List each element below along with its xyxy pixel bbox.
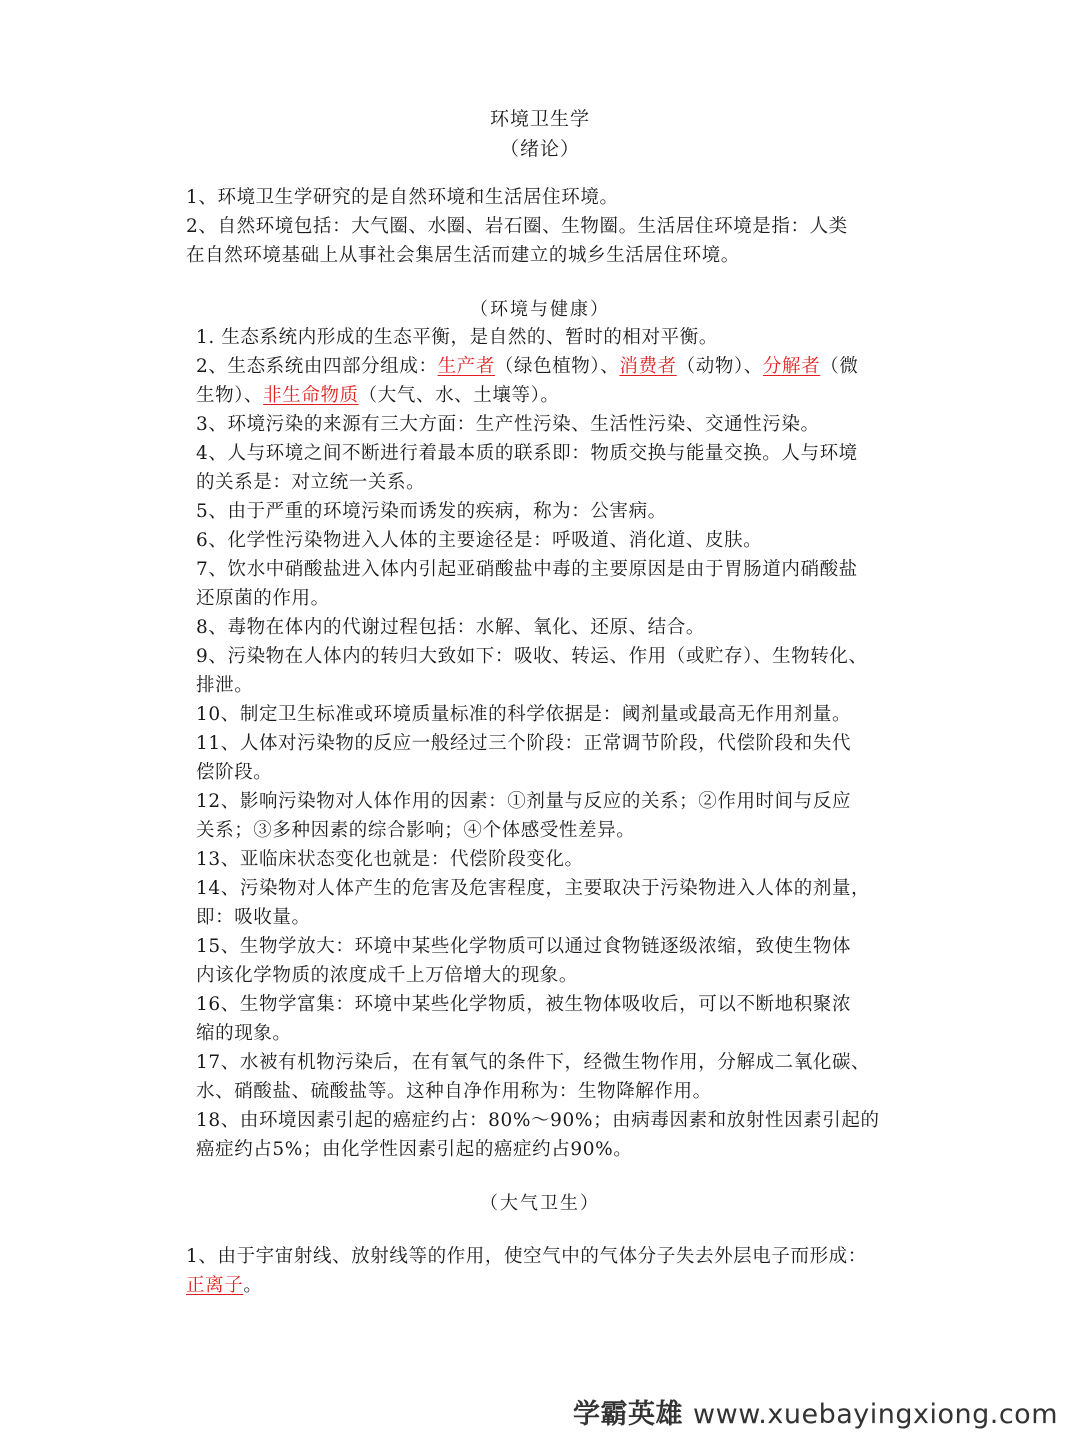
document-subtitle: （绪论） [499, 138, 580, 160]
consumer-note: （动物）、 [676, 356, 763, 377]
abiotic-term: 非生命物质 [263, 385, 359, 406]
health-line: 6、化学性污染物进入人体的主要途径是：呼吸道、消化道、皮肤。 [196, 530, 763, 551]
health-line: 5、由于严重的环境污染而诱发的疾病，称为：公害病。 [196, 501, 667, 522]
producer-note: （绿色植物）、 [494, 356, 620, 377]
health-line: 3、环境污染的来源有三大方面：生产性污染、生活性污染、交通性污染。 [196, 414, 820, 435]
health-line: 内该化学物质的浓度成千上万倍增大的现象。 [196, 965, 579, 986]
health-item-2 [196, 352, 858, 381]
intro-item-1: 1、环境卫生学研究的是自然环境和生活居住环境。 [186, 187, 619, 208]
watermark [573, 1392, 1058, 1431]
health-item-2-cont [196, 381, 560, 410]
health-line: 8、毒物在体内的代谢过程包括：水解、氧化、还原、结合。 [196, 617, 705, 638]
watermark-name: 学霸英雄 [573, 1399, 684, 1430]
health-line: 排泄。 [196, 675, 254, 696]
decomposer-note: （微 [820, 356, 859, 377]
health-line: 水、硝酸盐、硫酸盐等。这种自净作用称为：生物降解作用。 [196, 1081, 712, 1102]
health-line: 即：吸收量。 [196, 907, 311, 928]
air-item-1: 1、由于宇宙射线、放射线等的作用，使空气中的气体分子失去外层电子而形成： [186, 1246, 867, 1267]
health-line: 关系；③多种因素的综合影响；④个体感受性差异。 [196, 820, 636, 841]
health-line: 16、生物学富集：环境中某些化学物质，被生物体吸收后，可以不断地积聚浓 [196, 994, 852, 1015]
air-item-1-cont [186, 1271, 262, 1300]
health-line: 4、人与环境之间不断进行着最本质的联系即：物质交换与能量交换。人与环境 [196, 443, 858, 464]
air-item-1-end: 。 [243, 1275, 263, 1296]
health-line: 偿阶段。 [196, 762, 273, 783]
health-line: 癌症约占5%；由化学性因素引起的癌症约占90%。 [196, 1139, 633, 1160]
health-line: 18、由环境因素引起的癌症约占：80%～90%；由病毒因素和放射性因素引起的 [196, 1110, 880, 1131]
health-line: 7、饮水中硝酸盐进入体内引起亚硝酸盐中毒的主要原因是由于胃肠道内硝酸盐 [196, 559, 858, 580]
item2-prefix: 2、生态系统由四部分组成： [196, 356, 438, 377]
section-heading-health: （环境与健康） [470, 299, 610, 320]
health-line: 9、污染物在人体内的转归大致如下：吸收、转运、作用（或贮存）、生物转化、 [196, 646, 868, 667]
watermark-url: www.xuebayingxiong.com [693, 1399, 1058, 1430]
health-line: 的关系是：对立统一关系。 [196, 472, 426, 493]
document-title: 环境卫生学 [489, 108, 590, 130]
health-line: 10、制定卫生标准或环境质量标准的科学依据是：阈剂量或最高无作用剂量。 [196, 704, 852, 725]
health-line: 还原菌的作用。 [196, 588, 330, 609]
health-line: 缩的现象。 [196, 1023, 292, 1044]
health-item-1: 1. 生态系统内形成的生态平衡，是自然的、暂时的相对平衡。 [196, 327, 718, 348]
positive-ion-term: 正离子 [186, 1275, 244, 1296]
health-line: 15、生物学放大：环境中某些化学物质可以通过食物链逐级浓缩，致使生物体 [196, 936, 852, 957]
abiotic-note: （大气、水、土壤等）。 [358, 385, 560, 406]
producer-term: 生产者 [437, 356, 495, 377]
health-line: 12、影响污染物对人体作用的因素：①剂量与反应的关系；②作用时间与反应 [196, 791, 852, 812]
health-line: 14、污染物对人体产生的危害及危害程度，主要取决于污染物进入人体的剂量， [196, 878, 871, 899]
health-line: 11、人体对污染物的反应一般经过三个阶段：正常调节阶段，代偿阶段和失代 [196, 733, 852, 754]
section-heading-air: （大气卫生） [480, 1193, 600, 1214]
intro-item-2: 2、自然环境包括：大气圈、水圈、岩石圈、生物圈。生活居住环境是指：人类 [186, 216, 848, 237]
health-line: 17、水被有机物污染后，在有氧气的条件下，经微生物作用，分解成二氧化碳、 [196, 1052, 871, 1073]
decomposer-term: 分解者 [762, 356, 821, 377]
consumer-term: 消费者 [619, 356, 677, 377]
item2-line2-prefix: 生物）、 [196, 385, 264, 406]
intro-item-2-cont: 在自然环境基础上从事社会集居生活而建立的城乡生活居住环境。 [186, 245, 740, 266]
health-line: 13、亚临床状态变化也就是：代偿阶段变化。 [196, 849, 584, 870]
